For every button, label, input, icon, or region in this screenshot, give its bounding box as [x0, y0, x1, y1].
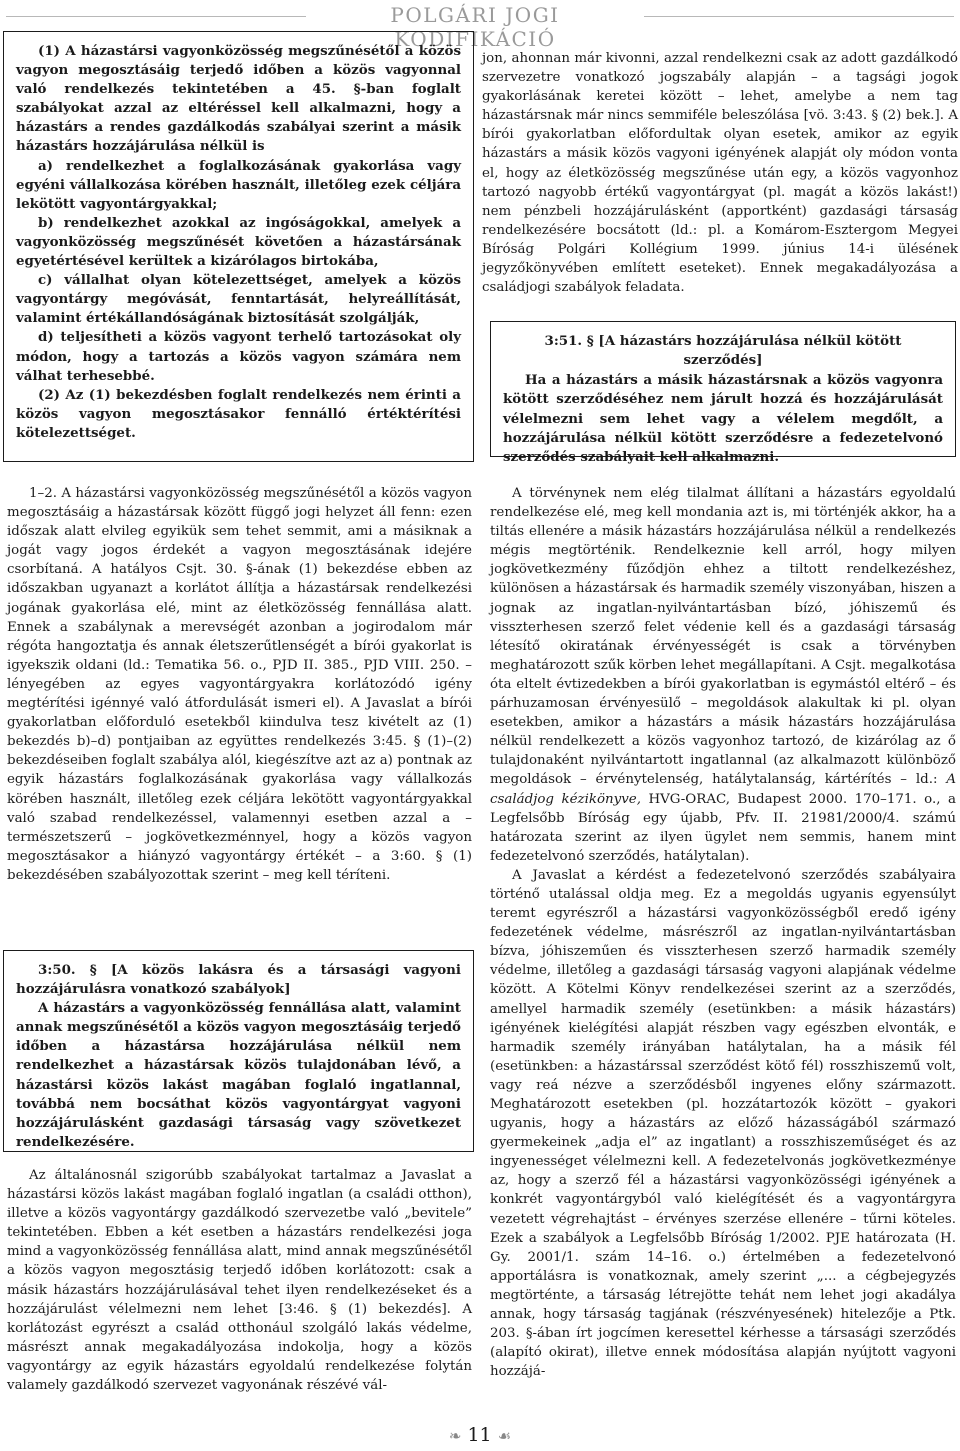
right-column-top-text — [482, 49, 958, 297]
commentary-3-51-p1-start: A törvénynek nem elég tilalmat állítani a házastárs egyoldalú rendelkezése elé, meg kell mondania azt is, mi történjék akkor, ha a tiltás ellenére a másik házastárs hozzájárulása nélkül a rendelkezés mégis megtörténik. Rendelkeznie kell arról, hogy milyen jogkövetkezmény fűződjön ehhez a tiltott rendelkezéshez, különösen a házastársak és harmadik személy viszonyában, hiszen a jognak az ingatlan-nyilvántartásban bízó, jóhiszemű és visszterhesen szerző felet védenie kell és a gazdasági társaság létesítő okiratának érvényességét is csak a törvényben meghatározott szűk körben lehet megállapítani. A Csjt. megalkotása óta eltelt évtizedekben a bírói gyakorlatban is egymástól eltérő – és párhuzamosan érvényesülő – megoldások alakultak ki pl. olyan esetekben, amikor a házastárs a másik házastárs hozzájárulása nélkül rendelkezett a közös vagyonhoz tartozó, de kizárólag az ő tulajdonaként nyilvántartott ingatlannal (az alkalmazott különböző megoldások – érvénytelenség, hatálytalanság, kártérítés – ld.: — [490, 486, 956, 788]
box-paragraph-2: (2) Az (1) bekezdésben foglalt rendelkezés nem érinti a közös vagyon megosztásakor fennálló értéktérítési kötelezettséget. — [16, 386, 461, 441]
commentary-3-50: Az általánosnál szigorúbb szabályokat tartalmaz a Javaslat a házastársi közös lakást magában foglaló ingatlan (a családi otthon), illetve a közös vagyontárgy gazdálkodó szervezetbe való „bevitele” tekintetében. Ebben a két esetben a házastárs rendelkezési joga mind a vagyonközösség fennállása alatt, mind annak megszűnésétől a közös vagyon megosztásig terjedő időben korlátozott: csak a másik házastárs hozzájárulásával tehet ilyen rendelkezéseket és a hozzájárulást vélelmezni nem lehet [3:46. § (1) bekezdés]. A korlátozást egyrészt a család otthonául szolgáló lakás védelme, másrészt annak megakadályozása indokolja, hogy a közös vagyontárgy az egyik házastárs egyoldalú rendelkezése folytán valamely gazdálkodó szervezet vagyonának részévé vál- — [7, 1168, 472, 1394]
statute-box-3-51 — [490, 321, 956, 466]
commentary-3-51-p1-end: HVG-ORAC, Budapest 2000. 170–171. o., a Legfelsőbb Bíróság egy újabb, Pfv. II. 21981/2000/4. számú határozata szerint az ilyen ügylet nem semmis, hanem mint fedezetelvonó szerződés, hatálytalan). — [490, 791, 956, 864]
commentary-3-51-p2: A Javaslat a kérdést a fedezetelvonó szerződés szabályaira történő utalással oldja meg. Ez a megoldás ugyanis egyensúlyt teremt egyrészről a házastársi vagyonközösségből eredő igény fedezetének védelme, másrészről az ingatlan-nyilvántartásban bízva, jóhiszeműen és visszterhesen szerző harmadik személy védelme, illetőleg a gazdasági társaság vagyoni alapjának védelme között. A Kötelmi Könyv rendelkezései szerint az a szerződés, amellyel harmadik személy (esetünkben: a másik házastárs) igényének kielégítési alapját részben vagy egészben elvonták, e harmadik személy irányában hatálytalan, ha a másik fél (esetünkben: a házastárssal szerződést kötő fél) rosszhiszemű volt, vagy reá nézve a szerződésből ingyenes előny származott. Meghatározott esetekben (pl. hozzátartozók között – gyakori ugyanis, hogy a házastárs az előző házasságából származó gyermekeinek „adja el” az ingatlant) a rosszhiszeműséget és az ingyenességet vélelmezni kell. A fedezetelvonás jogkövetkezménye az, hogy a szerző fél a házastársi vagyonközösségi igényének a konkrét vagyontárgyból való kielégítését és a vagyontárgyra vezetett végrehajtást – érvényes szerzése ellenére – tűrni köteles. Ezek a szabályok a Legfelsőbb Bíróság 1/2002. PJE határozata (H. Gy. 2001/1. szám 14–16. o.) értelmében a fedezetelvonó apportálásra is vonatkoznak, amely szerint „... a cégbejegyzés megtörténte, a társaság létrejötte tehát nem lehet jogi akadálya annak, hogy társaság tagjának (részvényesének) hitelezője a Ptk. 203. §-ában írt jogcímen keresettel kérhesse a társasági szerződés (alapító okirat), illetve ennek módosítása alapján nyújtott vagyoni hozzájá- — [490, 867, 956, 1380]
book-title: A családjog kézikönyve, — [490, 772, 956, 807]
section-text-3-50: A házastárs a vagyonközösség fennállása alatt, valamint annak megszűnésétől a közös vagyon megosztásáig terjedő időben a házastársa hozzájárulása nélkül nem rendelkezhet a házastársak közös tulajdonában lévő, a házastársi közös lakást magában foglaló ingatlannal, továbbá nem bocsáthat közös vagyontárgyat vagyoni hozzájárulásként gazdasági társaság vagy szövetkezet rendelkezésére. — [16, 1000, 461, 1150]
running-header — [0, 0, 960, 51]
ornament-left-icon: ❧ — [448, 1427, 462, 1445]
header-title: POLGÁRI JOGI KODIFIKÁCIÓ — [390, 3, 560, 51]
commentary-continuation: jon, ahonnan már kivonni, azzal rendelkezni csak az adott gazdálkodó szervezetre vonatkozó jogszabály alapján – a tagsági jogok gyakorlásának keretei között – lehet, amelybe a nem tag házastársnak már nincs semmiféle beleszólása [vö. 3:43. § (2) bek.]. A bírói gyakorlatban előfordultak olyan esetek, amikor az egyik házastárs a másik közös vagyoni igényének alapját oly módon vonta el, hogy az életközösség megszűnése után egy, a közös vagyonhoz tartozó nagyobb értékű vagyontárgyat (pl. magát a közös lakást!) nem pénzbeli hozzájárulásként (apportként) gazdasági társaság rendelkezésére bocsátott (ld.: pl. a Komárom-Esztergom Megyei Bíróság Polgári Kollégium 1999. június 14-i ülésének jegyzőkönyvében említett eseteket). Ennek megakadályozása a családjogi szabályok feladata. — [482, 51, 958, 296]
section-text-3-51: Ha a házastárs a másik házastársnak a közös vagyonra kötött szerződéséhez nem járult hozzá és hozzájárulását vélelmezni sem lehet vagy a vélelem megdőlt, a hozzájárulása nélkül kötött szerződésre a fedezetelvonó szerződés szabályait kell alkalmazni. — [503, 371, 943, 466]
statute-box-3-50 — [3, 950, 474, 1152]
ornament-right-icon: ☙ — [497, 1427, 512, 1445]
section-heading-3-51: 3:51. § [A házastárs hozzájárulása nélkül kötött szerződés] — [544, 333, 902, 369]
commentary-1-2: 1–2. A házastársi vagyonközösség megszűnésétől a közös vagyon megosztásáig a házastársak között függő jogi helyzet áll fenn: ezen időszak alatt elvileg egyikük sem tehet semmit, ami a másiknak a jogát vagy jogos érdekét a vagyon megosztásának idejére csorbítaná. A hatályos Csjt. 30. §-ának (1) bekezdése ebben az időszakban ugyanazt a korlátot állítja a házastársak rendelkezési jogának gyakorlása elé, mint az életközösség fennállása alatt. Ennek a szabálynak a merevségét azonban a jogirodalom már régóta hangoztatja és annak életszerűtlenségét a bírói gyakorlat is igyekszik oldani (ld.: Tematika 56. o., PJD II. 385., PJD VIII. 250. – lényegében az egyes vagyontárgyakra korlátozódó igény megtérítési igénnyé való átfordulását ismeri el). A Javaslat a bírói gyakorlatban előforduló esetekből kiindulva tesz kivételt az (1) bekezdés b)–d) pontjaiban az együttes rendelkezés 3:45. § (1)–(2) bekezdéseiben foglalt szabálya alól, kiegészítve azt az a) pontnak az egyik házastárs foglalkozásának gyakorlása vagy vállalkozás körében használt, illetőleg ezek céljára lekötött vagyontárgyakkal való szabad rendelkezéssel, valamennyi esetben azzal a – természetszerű – jogkövetkezménnyel, hogy a közös vagyon megosztásakor a hiányzó vagyontárgy értékét – a 3:60. § (1) bekezdésében szabályozottak szerint – meg kell téríteni. — [7, 486, 472, 883]
box-point-a: a) rendelkezhet a foglalkozásának gyakorlása vagy egyéni vállalkozása körében használt, illetőleg ezek céljára lekötött vagyontárgyakkal; — [16, 157, 461, 212]
box-point-c: c) vállalhat olyan kötelezettséget, amelyek a közös vagyontárgy megóvását, fenntartását, helyreállítását, valamint értékállandóságának biztosítását szolgálják, — [16, 272, 461, 327]
box-point-b: b) rendelkezhet azokkal az ingóságokkal, amelyek a vagyonközösség megszűnését követően a házastársának egyetértésével kerültek a kizárólagos birtokába, — [16, 214, 461, 270]
left-column-bottom-text — [7, 1166, 472, 1395]
page-footer — [0, 1424, 960, 1446]
box-point-d: d) teljesítheti a közös vagyont terhelő tartozásokat oly módon, hogy a tartozás a közös vagyon számára nem válhat terhesebbé. — [16, 329, 461, 384]
left-column-commentary — [7, 484, 472, 885]
header-rule-right — [644, 16, 954, 17]
page-number: 11 — [467, 1424, 492, 1446]
statute-box-3-49 — [3, 31, 474, 462]
header-rule-left — [6, 16, 306, 17]
box-paragraph-1: (1) A házastársi vagyonközösség megszűnésétől a közös vagyon megosztásáig terjedő időben a közös vagyonnal való rendelkezés tekintetében a 45. §-ban foglalt szabályokat azzal az eltéréssel kell alkalmazni, hogy a házastárs a rendes gazdálkodás szabályai szerint a másik házastárs hozzájárulása nélkül is — [16, 43, 461, 155]
right-column-commentary — [490, 484, 956, 1381]
commentary-3-51-p1 — [490, 484, 956, 866]
section-heading-3-50: 3:50. § [A közös lakásra és a társasági vagyoni hozzájárulásra vonatkozó szabályok] — [16, 962, 461, 998]
